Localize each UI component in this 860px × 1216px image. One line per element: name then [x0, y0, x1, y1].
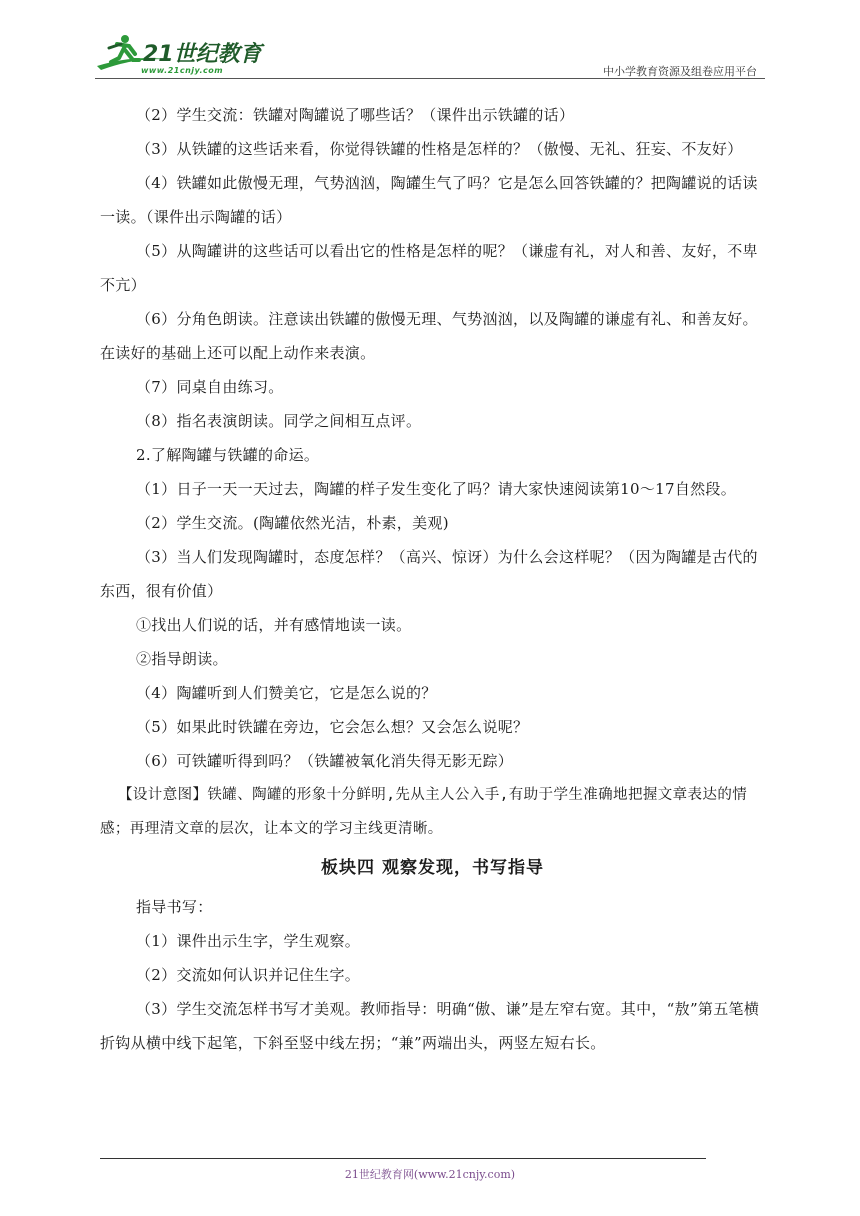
paragraph: （8）指名表演朗读。同学之间相互点评。: [136, 412, 422, 430]
footer-text[interactable]: 21世纪教育网(www.21cnjy.com): [344, 1168, 516, 1181]
paragraph: （5）从陶罐讲的这些话可以看出它的性格是怎样的呢？（谦虚有礼，对人和善、友好，不卑不亢）: [100, 242, 758, 294]
site-logo[interactable]: [95, 30, 265, 78]
paragraph: （1）日子一天一天过去，陶罐的样子发生变化了吗？请大家快速阅读第10～17自然段。: [136, 480, 737, 498]
paragraph: （4）铁罐如此傲慢无理，气势汹汹，陶罐生气了吗？它是怎么回答铁罐的？把陶罐说的话读一读。（课件出示陶罐的话）: [100, 174, 758, 226]
paragraph: 2.了解陶罐与铁罐的命运。: [136, 446, 320, 464]
footer-divider: [100, 1158, 706, 1159]
section-title: 板块四 观察发现，书写指导: [321, 858, 544, 878]
platform-name: 中小学教育资源及组卷应用平台: [603, 65, 757, 78]
paragraph: （5）如果此时铁罐在旁边，它会怎么想？又会怎么说呢？: [136, 718, 529, 736]
paragraph: （2）学生交流。(陶罐依然光洁，朴素，美观): [136, 514, 449, 532]
paragraph: （6）分角色朗读。注意读出铁罐的傲慢无理、气势汹汹，以及陶罐的谦虚有礼、和善友好。在读好的基础上还可以配上动作来表演。: [100, 310, 758, 362]
paragraph: ①找出人们说的话，并有感情地读一读。: [136, 616, 412, 634]
logo-sub-text: www.21cnjy.com: [141, 66, 224, 75]
design-intent-note: 【设计意图】铁罐、陶罐的形象十分鲜明,先从主人公入手,有助于学生准确地把握文章表达的情感；再理清文章的层次，让本文的学习主线更清晰。: [100, 787, 748, 837]
paragraph: （2）学生交流：铁罐对陶罐说了哪些话？（课件出示铁罐的话）: [136, 106, 575, 124]
paragraph: （7）同桌自由练习。: [136, 378, 284, 396]
paragraph: （4）陶罐听到人们赞美它，它是怎么说的？: [136, 684, 437, 702]
paragraph: （2）交流如何认识并记住生字。: [136, 966, 361, 984]
page-header: [95, 30, 765, 78]
header-divider: [95, 78, 765, 79]
document-body: [100, 98, 765, 1060]
logo-main-text: 21世纪教育: [143, 42, 262, 67]
paragraph: 指导书写：: [136, 898, 213, 916]
paragraph: （1）课件出示生字，学生观察。: [136, 932, 361, 950]
paragraph: （3）学生交流怎样书写才美观。教师指导：明确“傲、谦”是左窄右宽。其中，“敖”第五笔横折钩从横中线下起笔，下斜至竖中线左拐；“兼”两端出头，两竖左短右长。: [100, 1000, 760, 1052]
paragraph: ②指导朗读。: [136, 650, 228, 668]
paragraph: （3）当人们发现陶罐时，态度怎样？（高兴、惊讶）为什么会这样呢？（因为陶罐是古代的东西，很有价值）: [100, 548, 758, 600]
paragraph: （6）可铁罐听得到吗？（铁罐被氧化消失得无影无踪）: [136, 752, 514, 770]
paragraph: （3）从铁罐的这些话来看，你觉得铁罐的性格是怎样的？（傲慢、无礼、狂妄、不友好）: [136, 140, 743, 158]
